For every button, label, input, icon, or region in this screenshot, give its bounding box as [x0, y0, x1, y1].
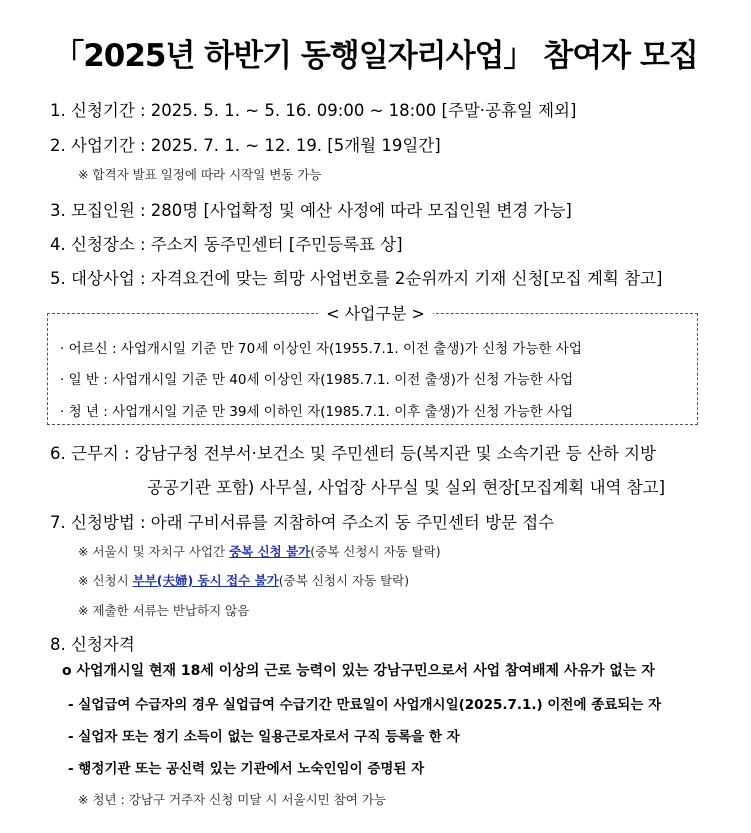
business-row-general: · 일 반 : 사업개시일 기준 만 40세 이상인 자(1985.7.1. 이전 출생)가 신청 가능한 사업 [60, 372, 574, 388]
qualification-sub-3: - 행정기관 또는 공신력 있는 기관에서 노숙인임이 증명된 자 [68, 761, 425, 777]
item-text: 모집인원 : 280명 [사업확정 및 예산 사정에 따라 모집인원 변경 가능] [71, 201, 572, 220]
item-number: 2. [50, 136, 66, 155]
item-number: 5. [50, 269, 66, 288]
item-number: 7. [50, 513, 66, 532]
item-number: 6. [50, 444, 66, 463]
method-note-2: ※ 신청시 부부(夫婦) 동시 접수 불가(중복 신청시 자동 탈락) [78, 573, 410, 588]
item-workplace-cont: 공공기관 포함) 사무실, 사업장 사무실 및 실외 현장[모집계획 내역 참고] [147, 478, 666, 497]
item-recruit-count [50, 197, 572, 221]
item-workplace [50, 440, 656, 464]
qualification-main: o 사업개시일 현재 18세 이상의 근로 능력이 있는 강남구민으로서 사업 참여배제 사유가 없는 자 [62, 663, 655, 679]
business-row-youth: · 청 년 : 사업개시일 기준 만 39세 이하인 자(1985.7.1. 이후 출생)가 신청 가능한 사업 [60, 404, 574, 420]
page-title: 「2025년 하반기 동행일자리사업」 참여자 모집 [53, 38, 698, 74]
qualification-sub-2: - 실업자 또는 정기 소득이 없는 일용근로자로서 구직 등록을 한 자 [68, 729, 460, 745]
item-text: 사업기간 : 2025. 7. 1. ~ 12. 19. [5개월 19일간] [71, 136, 441, 155]
note-start-date: ※ 합격자 발표 일정에 따라 시작일 변동 가능 [78, 167, 322, 182]
item-application-period [50, 97, 576, 121]
item-text: 신청방법 : 아래 구비서류를 지참하여 주소지 동 주민센터 방문 접수 [71, 513, 555, 532]
qualification-note: ※ 청년 : 강남구 거주자 신청 미달 시 서울시민 참여 가능 [78, 792, 386, 807]
item-business-period [50, 132, 441, 156]
item-target-business [50, 265, 662, 289]
item-text: 대상사업 : 자격요건에 맞는 희망 사업번호를 2순위까지 기재 신청[모집 계획 참고] [71, 269, 663, 288]
item-number: 8. [50, 635, 66, 654]
item-number: 3. [50, 201, 66, 220]
business-category-title: < 사업구분 > [0, 301, 751, 324]
item-text: 신청자격 [71, 635, 135, 654]
qualification-sub-1: - 실업급여 수급자의 경우 실업급여 수급기간 만료일이 사업개시일(2025.7.1.) 이전에 종료되는 자 [68, 697, 662, 713]
item-text: 신청장소 : 주소지 동주민센터 [주민등록표 상] [71, 235, 403, 254]
business-row-senior: · 어르신 : 사업개시일 기준 만 70세 이상인 자(1955.7.1. 이전 출생)가 신청 가능한 사업 [60, 341, 582, 357]
item-text: 신청기간 : 2025. 5. 1. ~ 5. 16. 09:00 ~ 18:00 [주말·공휴일 제외] [71, 101, 577, 120]
item-text: 근무지 : 강남구청 전부서·보건소 및 주민센터 등(복지관 및 소속기관 등 산하 지방 [71, 444, 656, 463]
item-qualification [50, 631, 135, 655]
item-number: 1. [50, 101, 66, 120]
method-note-1: ※ 서울시 및 자치구 사업간 중복 신청 불가(중복 신청시 자동 탈락) [78, 544, 441, 559]
item-number: 4. [50, 235, 66, 254]
item-application-place [50, 231, 403, 255]
item-application-method [50, 509, 554, 533]
method-note-3: ※ 제출한 서류는 반납하지 않음 [78, 603, 250, 618]
